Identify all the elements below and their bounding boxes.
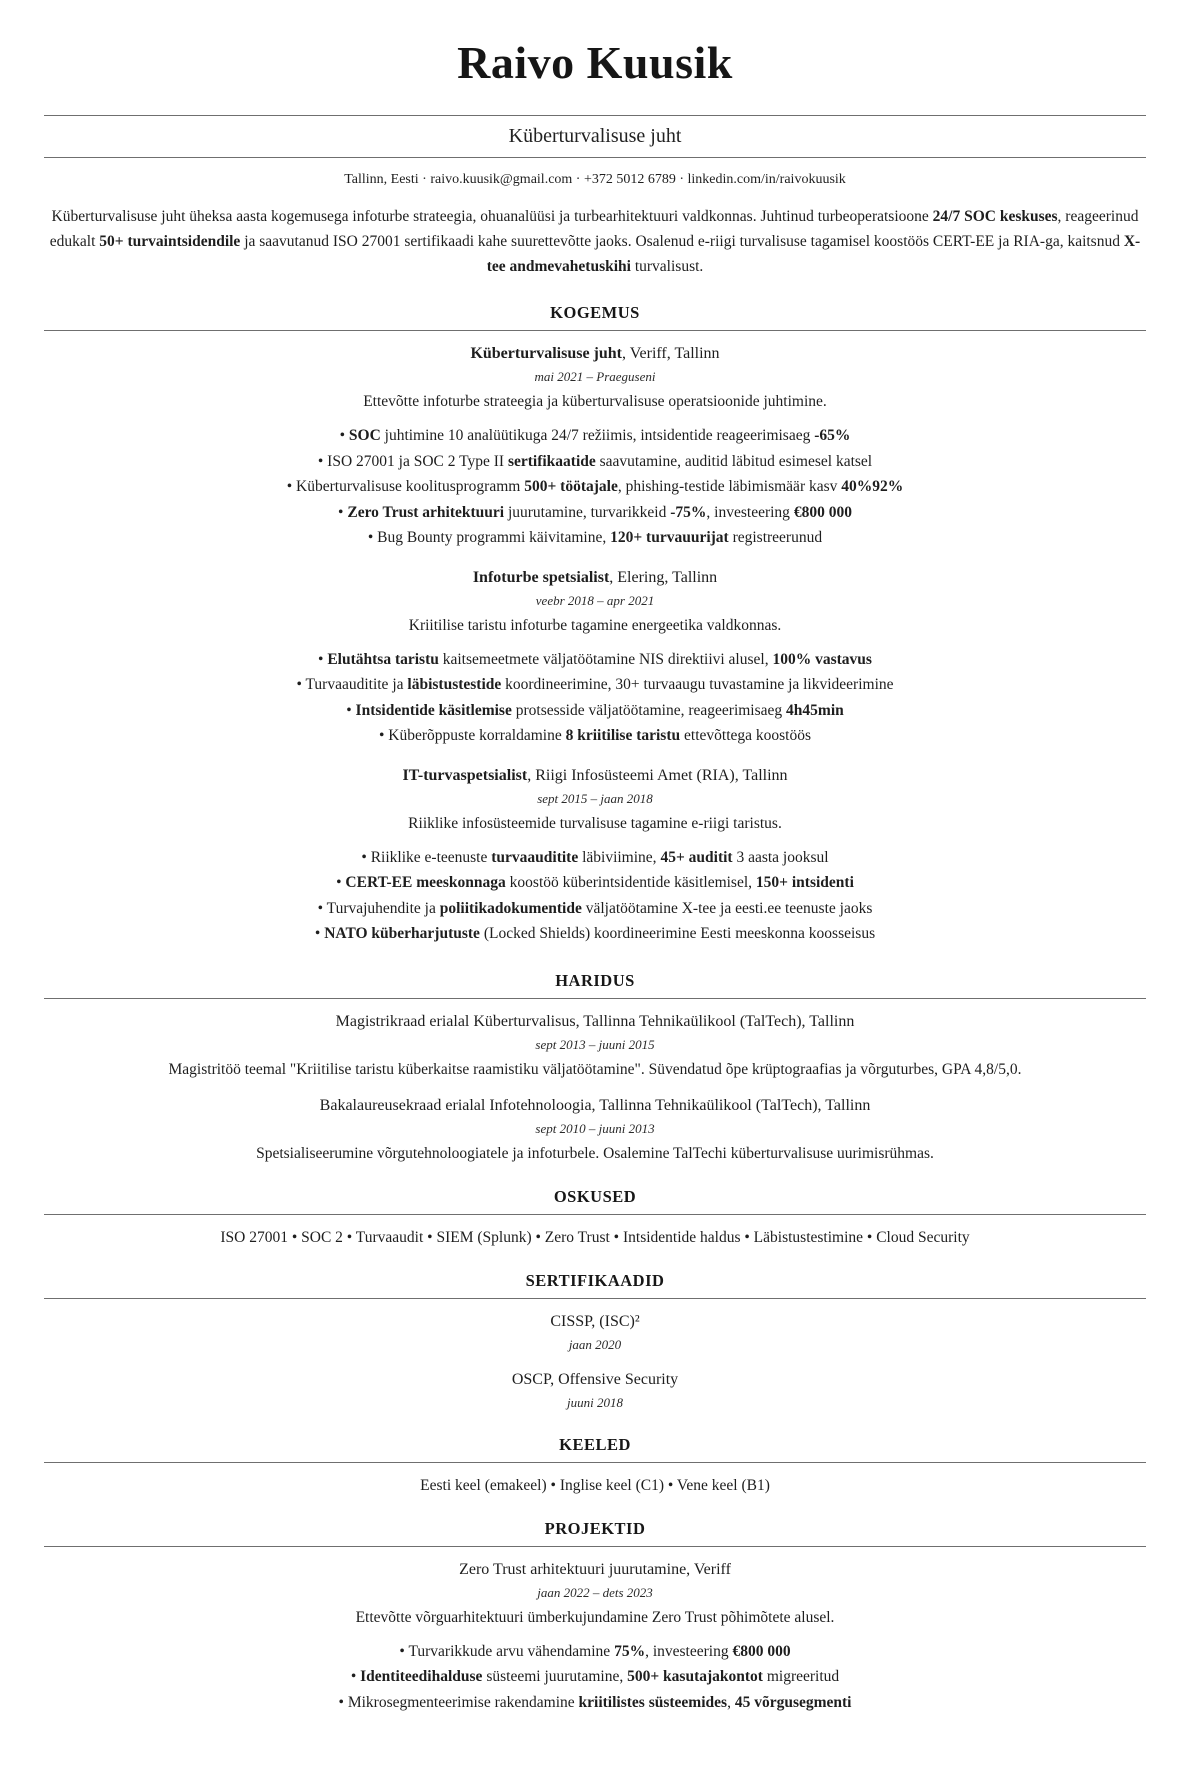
- divider: [44, 157, 1146, 158]
- section-header-projects: PROJEKTID: [544, 1518, 646, 1538]
- education-description: Spetsialiseerumine võrgutehnoloogiatele ja infoturbele. Osalemine TalTechi küberturvalisuse uurimisrühmas.: [256, 1144, 934, 1162]
- education-description: Magistritöö teemal "Kriitilise taristu küberkaitse raamistiku väljatöötamine". Süvendatud õpe krüptograafias ja võrguturbes, GPA 4,8/5,0.: [168, 1060, 1022, 1078]
- project-date: jaan 2022 – dets 2023: [537, 1584, 653, 1600]
- section-skills: [44, 1187, 1146, 1247]
- education-entry: [44, 1013, 1146, 1079]
- job-description: Riiklike infosüsteemide turvalisuse tagamine e-riigi taristus.: [408, 814, 782, 832]
- job-date: mai 2021 – Praeguseni: [534, 369, 656, 384]
- divider: [44, 115, 1146, 116]
- bullet-item: • Zero Trust arhitektuuri juurutamine, turvarikkeid -75%, investeering €800 000: [338, 503, 852, 521]
- bullet-item: • Intsidentide käsitlemise protsesside väljatöötamine, reageerimisaeg 4h45min: [346, 701, 844, 719]
- bullet-item: • Turvajuhendite ja poliitikadokumentide väljatöötamine X-tee ja eesti.ee teenuste jaoks: [317, 899, 873, 917]
- section-header-languages: KEELED: [559, 1434, 631, 1454]
- education-entry: [44, 1097, 1146, 1163]
- section-header-education: HARIDUS: [555, 970, 635, 990]
- bullet-list: [44, 423, 1146, 551]
- divider: [44, 1546, 1146, 1547]
- bullet-item: • Identiteedihalduse süsteemi juurutamine, 500+ kasutajakontot migreeritud: [350, 1668, 840, 1685]
- bullet-item: • Bug Bounty programmi käivitamine, 120+ turvauurijat registreerunud: [367, 529, 823, 546]
- project-entry: [44, 1561, 1146, 1716]
- resume-job-title: Küberturvalisuse juht: [508, 125, 682, 147]
- certification-entry: [44, 1313, 1146, 1353]
- bullet-item: • SOC juhtimine 10 analüütikuga 24/7 režiimis, intsidentide reageerimisaeg -65%: [339, 427, 851, 444]
- section-certifications: [44, 1271, 1146, 1411]
- bullet-item: • Küberõppuste korraldamine 8 kriitilise taristu ettevõttega koostöös: [378, 727, 812, 744]
- summary-paragraph: Küberturvalisuse juht üheksa aasta kogemusega infoturbe strateegia, ohuanalüüsi ja turbearhitektuuri valdkonnas. Juhtinud turbeoperatsioone 24/7 SOC keskuses, reageerinud edukalt 50+ turvaintsidendile ja saavutanud ISO 27001 sertifikaadi kahe suurettevõtte jaoks. Osalenud e-riigi turvalisuse tagamisel koostöös CERT-EE ja RIA-ga, kaitsnud X-tee andmevahetuskihi turvalisust.: [49, 208, 1141, 275]
- section-experience: [44, 303, 1146, 947]
- job-title: Küberturvalisuse juht, Veriff, Tallinn: [470, 345, 720, 362]
- section-projects: [44, 1519, 1146, 1716]
- certification-title: OSCP, Offensive Security: [511, 1370, 679, 1388]
- section-education: [44, 971, 1146, 1163]
- job-title: Infoturbe spetsialist, Elering, Tallinn: [472, 568, 718, 586]
- divider: [44, 1462, 1146, 1463]
- job-description: Ettevõtte infoturbe strateegia ja küberturvalisuse operatsioonide juhtimine.: [363, 393, 827, 410]
- divider: [44, 998, 1146, 999]
- certification-entry: [44, 1371, 1146, 1411]
- section-header-certifications: SERTIFIKAADID: [525, 1270, 665, 1290]
- bullet-item: • NATO küberharjutuste (Locked Shields) koordineerimine Eesti meeskonna koosseisus: [314, 925, 876, 942]
- section-header-skills: OSKUSED: [553, 1186, 637, 1206]
- divider: [44, 1214, 1146, 1215]
- certification-title: CISSP, (ISC)²: [550, 1312, 640, 1330]
- bullet-item: • Elutähtsa taristu kaitsemeetmete väljatöötamine NIS direktiivi alusel, 100% vastavus: [318, 650, 872, 668]
- section-languages: [44, 1435, 1146, 1495]
- job-entry: [44, 345, 1146, 551]
- bullet-item: • ISO 27001 ja SOC 2 Type II sertifikaatide saavutamine, auditid läbitud esimesel katsel: [317, 452, 873, 470]
- bullet-item: • Küberturvalisuse koolitusprogramm 500+ töötajale, phishing-testide läbimismäär kasv 40%92%: [286, 478, 904, 495]
- divider: [44, 330, 1146, 331]
- skills-list: ISO 27001 • SOC 2 • Turvaaudit • SIEM (Splunk) • Zero Trust • Intsidentide haldus • Läbistustestimine • Cloud Security: [220, 1228, 970, 1246]
- job-date: sept 2015 – jaan 2018: [537, 790, 653, 806]
- bullet-list: [44, 1639, 1146, 1716]
- project-title: Zero Trust arhitektuuri juurutamine, Veriff: [459, 1560, 731, 1578]
- certification-date: jaan 2020: [568, 1336, 622, 1352]
- bullet-item: • CERT-EE meeskonnaga koostöö küberintsidentide käsitlemisel, 150+ intsidenti: [336, 874, 854, 891]
- bullet-item: • Turvaauditite ja läbistustestide koordineerimine, 30+ turvaaugu tuvastamine ja likvideerimine: [296, 676, 894, 693]
- resume-name: Raivo Kuusik: [457, 37, 733, 88]
- job-entry: [44, 569, 1146, 749]
- job-title: IT-turvaspetsialist, Riigi Infosüsteemi Amet (RIA), Tallinn: [402, 766, 788, 784]
- bullet-item: • Mikrosegmenteerimise rakendamine kriitilistes süsteemides, 45 võrgusegmenti: [338, 1693, 852, 1711]
- education-date: sept 2013 – juuni 2015: [535, 1036, 655, 1052]
- bullet-list: [44, 845, 1146, 947]
- education-title: Magistrikraad erialal Küberturvalisus, Tallinna Tehnikaülikool (TalTech), Tallinn: [335, 1012, 855, 1030]
- certification-date: juuni 2018: [567, 1394, 623, 1410]
- job-date: veebr 2018 – apr 2021: [535, 592, 655, 608]
- education-title: Bakalaureusekraad erialal Infotehnoloogia, Tallinna Tehnikaülikool (TalTech), Tallinn: [319, 1096, 871, 1114]
- contact-line: Tallinn, Eesti · raivo.kuusik@gmail.com · +372 5012 6789 · linkedin.com/in/raivokuusik: [344, 172, 846, 187]
- languages-list: Eesti keel (emakeel) • Inglise keel (C1) • Vene keel (B1): [420, 1476, 770, 1494]
- project-description: Ettevõtte võrguarhitektuuri ümberkujundamine Zero Trust põhimõtete alusel.: [355, 1608, 835, 1626]
- job-entry: [44, 767, 1146, 947]
- bullet-item: • Turvarikkude arvu vähendamine 75%, investeering €800 000: [399, 1642, 791, 1660]
- bullet-list: [44, 647, 1146, 749]
- bullet-item: • Riiklike e-teenuste turvaauditite läbiviimine, 45+ auditit 3 aasta jooksul: [361, 848, 829, 866]
- education-date: sept 2010 – juuni 2013: [535, 1120, 655, 1136]
- job-description: Kriitilise taristu infoturbe tagamine energeetika valdkonnas.: [408, 616, 782, 634]
- section-header-experience: KOGEMUS: [550, 303, 640, 322]
- divider: [44, 1298, 1146, 1299]
